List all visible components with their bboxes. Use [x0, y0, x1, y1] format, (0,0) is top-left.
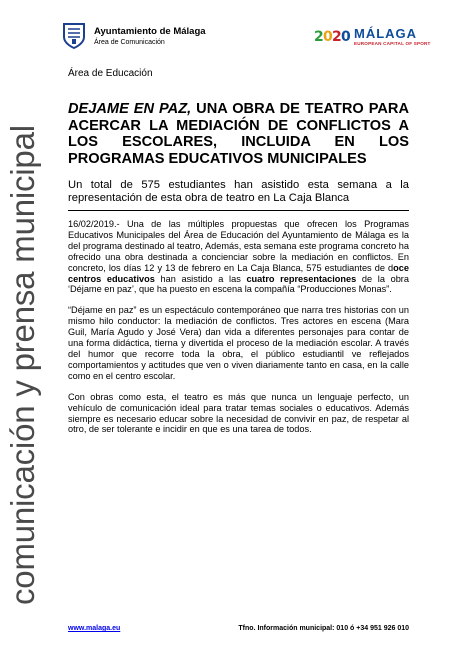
event-subtitle: EUROPEAN CAPITAL OF SPORT [354, 41, 431, 46]
year-digit: 2 [332, 29, 342, 45]
paragraph-1 [68, 219, 409, 295]
event-title: MÁLAGA [354, 26, 418, 41]
city-council-logo [62, 22, 206, 50]
headline-rest: UNA OBRA DE TEATRO PARA ACERCAR LA MEDIACIÓN DE CONFLICTOS A LOS ESCOLARES, INCLUIDA EN LOS PROGRAMAS EDUCATIVOS MUNICIPALES [68, 101, 409, 167]
footer [68, 625, 409, 632]
org-department: Área de Comunicación [94, 38, 165, 46]
year-digit: 0 [323, 29, 333, 45]
paragraph-1-text-b: han asistido a las [154, 273, 247, 284]
city-shield-icon [62, 22, 86, 50]
year-digit: 0 [341, 29, 351, 45]
paragraph-1-bold-b: cuatro representaciones [246, 273, 357, 284]
side-banner-text: comunicación y prensa municipal [4, 125, 41, 605]
headline [68, 101, 409, 167]
paragraph-1-text-a: 16/02/2019.- Una de las múltiples propuestas que ofrecen los Programas Educativos Municipales del Área de Educación del Ayuntamiento de Málaga es la del programa destinado al teatro, Además, esta semana este programa concreto ha ofrecido una obra destinada a concienciar sobre la mediación en conflictos. En concreto, los días 12 y 13 de febrero en La Caja Blanca, 575 estudiantes de d [68, 219, 409, 273]
paragraph-1-bold-a: oce centros educativos [68, 262, 409, 284]
paragraph-2: “Déjame en paz” es un espectáculo contemporáneo que narra tres historias con un mismo hilo conductor: la mediación de conflictos. Tres actores en escena (Mara Guil, María Agudo y José Vera) dan vida a diferentes personajes para contar de una forma didáctica, tierna y divertida el proceso de la mediación escolar. A través del humor que recorre toda la obra, el público estudiantil ve reflejados comportamientos y actitudes que ven o viven diariamente tanto en casa, en la calle como en el centro escolar. [68, 305, 409, 381]
department-label: Área de Educación [68, 68, 153, 79]
paragraph-3: Con obras como esta, el teatro es más que nunca un lenguaje perfecto, un vehículo de comunicación ideal para tratar temas sociales o educativos. Además siempre es necesario educar sobre la necesidad de convivir en paz, de respetar al otro, de ser tolerante e incidir en que es una tarea de todos. [68, 391, 409, 435]
divider [68, 210, 409, 211]
year-digit: 2 [314, 29, 324, 45]
website-link[interactable]: www.malaga.eu [68, 625, 121, 632]
phone-info: Tfno. Información municipal: 010 ó +34 951 926 010 [238, 625, 409, 632]
paragraph-1-text-c: de la obra ‘Déjame en paz’, que ha puesto en escena la compañía “Producciones Monas”. [68, 273, 409, 295]
org-name: Ayuntamiento de Málaga [94, 25, 206, 37]
malaga-sport-capital-logo [314, 26, 464, 56]
subheadline: Un total de 575 estudiantes han asistido esta semana a la representación de esta obra de teatro en La Caja Blanca [68, 179, 409, 204]
article-body [68, 68, 409, 445]
headline-italic: DEJAME EN PAZ, [68, 101, 192, 117]
